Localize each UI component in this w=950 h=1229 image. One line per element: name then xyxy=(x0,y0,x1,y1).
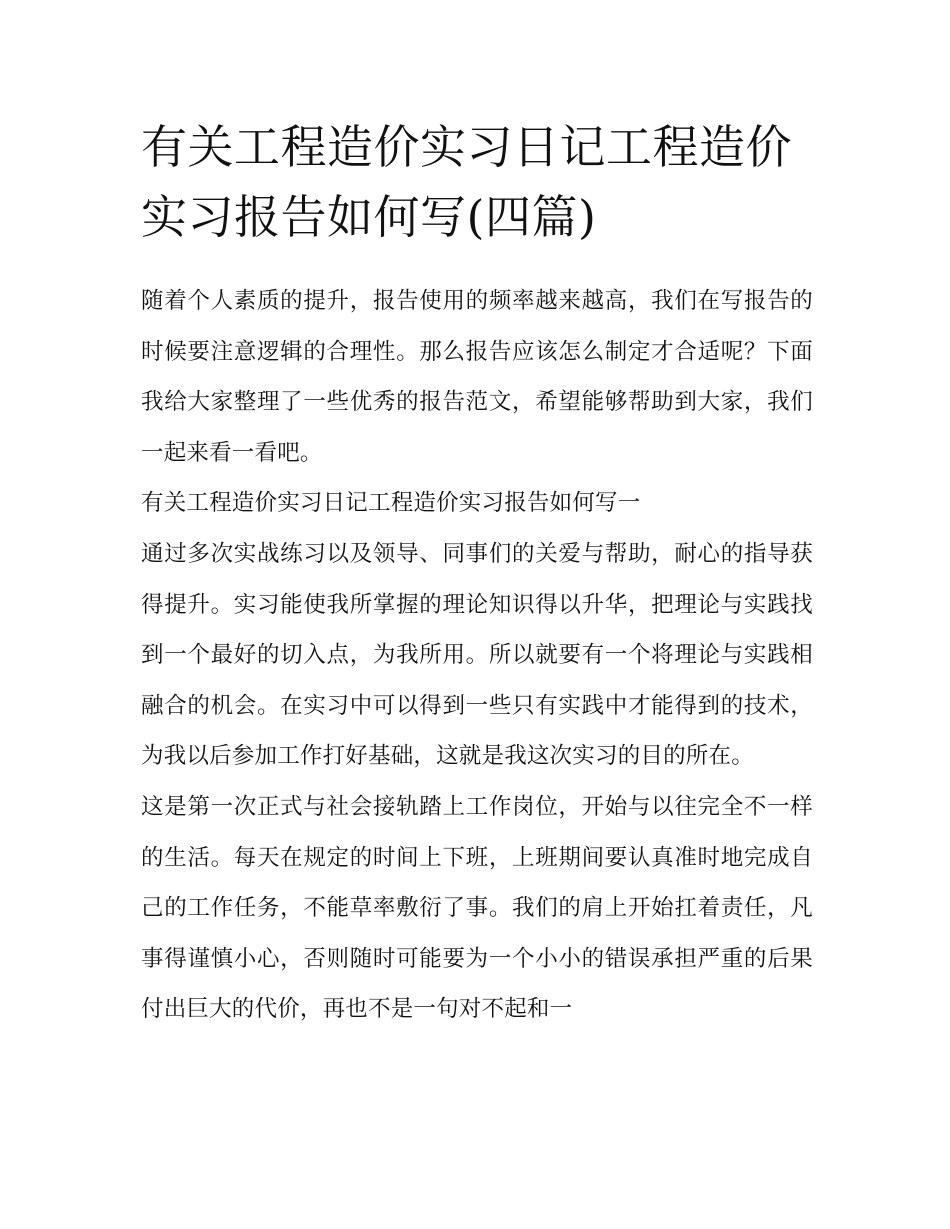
body-paragraph: 这是第一次正式与社会接轨踏上工作岗位，开始与以往完全不一样的生活。每天在规定的时间上下班，上班期间要认真准时地完成自己的工作任务，不能草率敷衍了事。我们的肩上开始扛着责任，凡事得谨慎小心，否则随时可能要为一个小小的错误承担严重的后果付出巨大的代价，再也不是一句对不起和一 xyxy=(141,793,813,1023)
intro-paragraph: 随着个人素质的提升，报告使用的频率越来越高，我们在写报告的时候要注意逻辑的合理性。那么报告应该怎么制定才合适呢？下面我给大家整理了一些优秀的报告范文，希望能够帮助到大家，我们一起来看一看吧。 xyxy=(141,288,813,466)
document-page xyxy=(141,112,813,1035)
section-heading: 有关工程造价实习日记工程造价实习报告如何写一 xyxy=(141,490,641,517)
body-paragraph: 通过多次实战练习以及领导、同事们的关爱与帮助，耐心的指导获得提升。实习能使我所掌握的理论知识得以升华，把理论与实践找到一个最好的切入点，为我所用。所以就要有一个将理论与实践相融合的机会。在实习中可以得到一些只有实践中才能得到的技术，为我以后参加工作打好基础，这就是我这次实习的目的所在。 xyxy=(141,540,813,770)
document-body xyxy=(141,276,813,1035)
document-title: 有关工程造价实习日记工程造价实习报告如何写(四篇) xyxy=(141,120,792,244)
